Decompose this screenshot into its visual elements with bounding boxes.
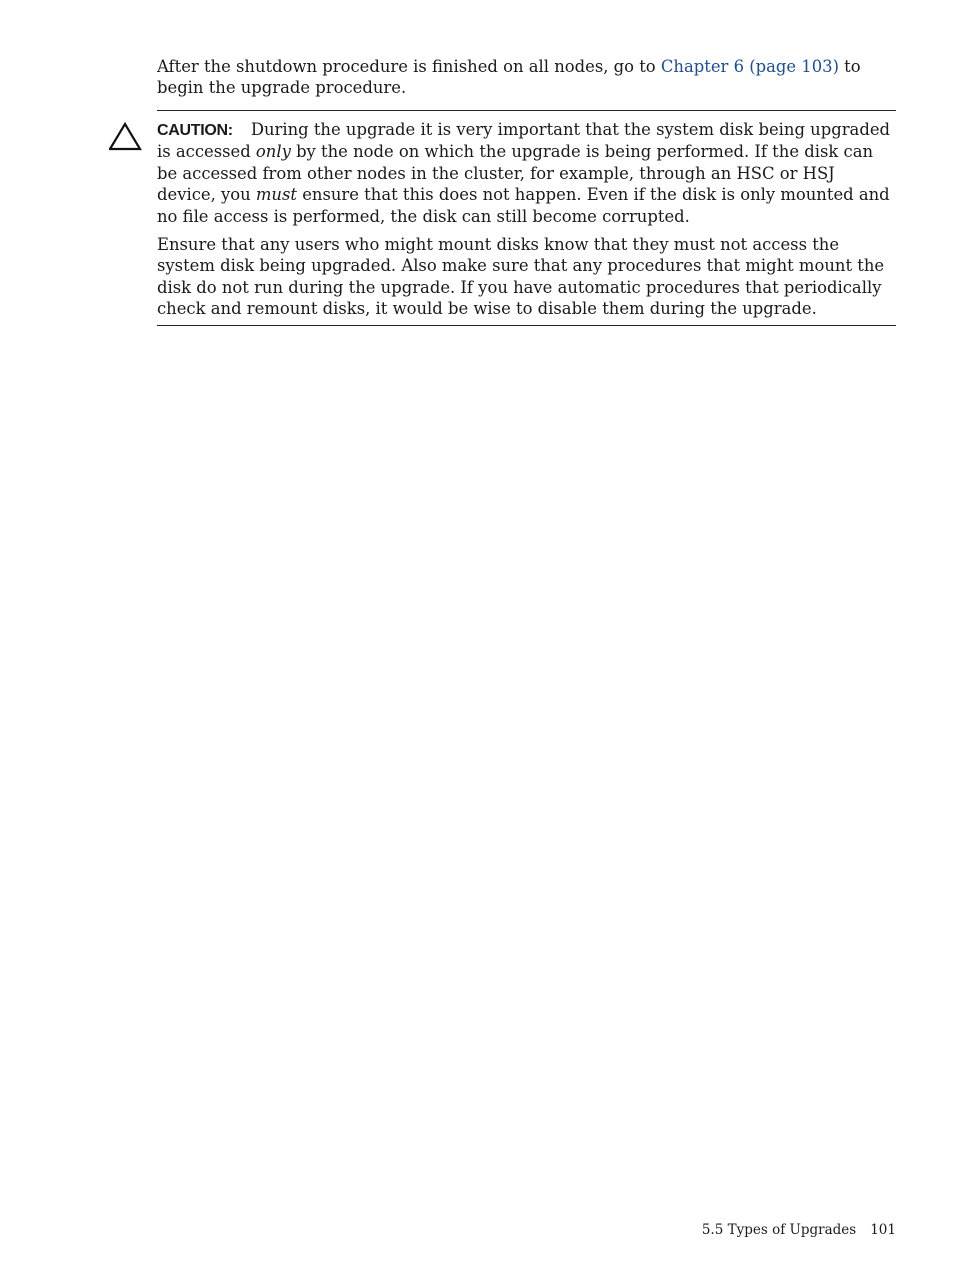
caution-label: CAUTION: [157, 122, 233, 139]
footer-section-title: 5.5 Types of Upgrades [701, 1222, 857, 1238]
intro-paragraph [157, 56, 897, 98]
caution-note [157, 119, 897, 327]
caution-paragraph-1 [157, 119, 897, 227]
caution-top-rule [157, 110, 896, 111]
caution-bottom-rule [157, 325, 896, 326]
intro-text-after: to begin the upgrade procedure. [157, 57, 861, 97]
page-footer [702, 1222, 896, 1238]
emphasis-only: only [255, 142, 291, 162]
chapter-6-link[interactable]: Chapter 6 (page 103) [660, 57, 839, 76]
caution-text-b: by the node on which the upgrade is being performed. If the disk can be accessed from other nodes in the cluster, for example, through an HSC or HSJ device, you [157, 142, 874, 205]
intro-text-before: After the shutdown procedure is finished on all nodes, go to [157, 57, 661, 76]
caution-triangle-icon [109, 122, 143, 152]
emphasis-must: must [255, 185, 297, 205]
caution-text-c: ensure that this does not happen. Even if the disk is only mounted and no file access is performed, the disk can still become corrupted. [157, 185, 890, 226]
caution-text-a: During the upgrade it is very important that the system disk being upgraded is accessed [157, 120, 891, 162]
caution-paragraph-2: Ensure that any users who might mount disks know that they must not access the system disk being upgraded. Also make sure that any procedures that might mount the disk do not run during the upgrade. If you have automatic procedures that periodically check and remount disks, it would be wise to disable them during the upgrade. [157, 235, 885, 319]
page-number: 101 [870, 1222, 896, 1238]
